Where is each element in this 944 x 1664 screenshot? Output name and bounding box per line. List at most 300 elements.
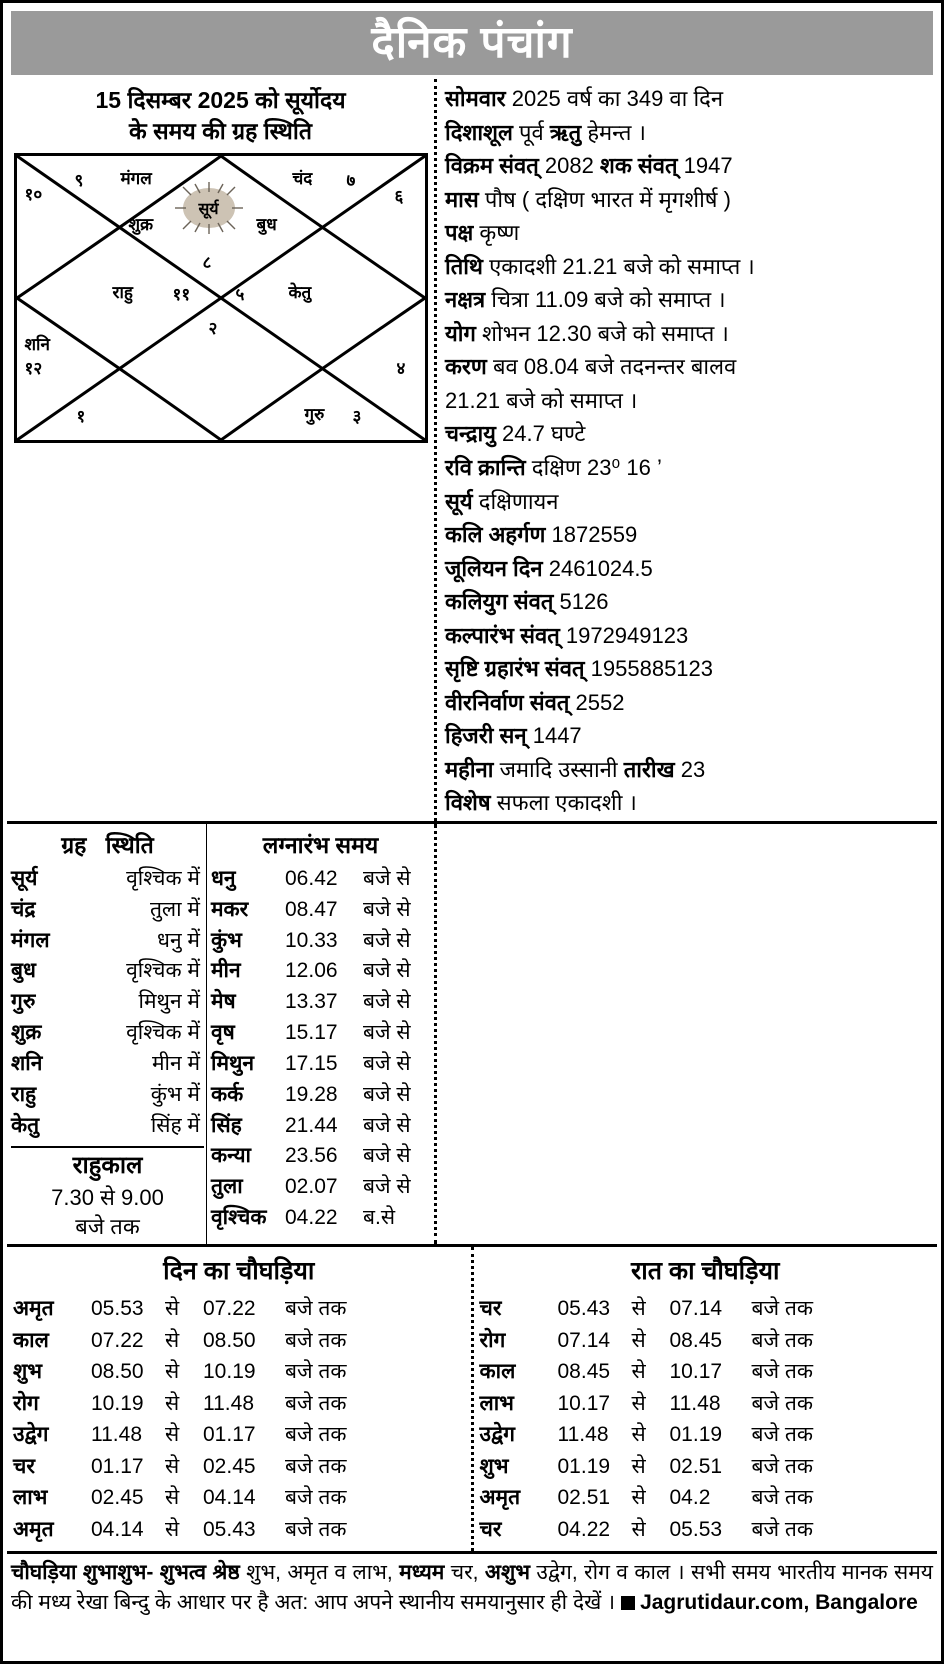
chaughadiya-from: 01.17 [91,1454,144,1478]
table-row [13,1388,465,1420]
panchang-line-text2: 23 [674,756,706,782]
panchang-line [445,150,931,183]
panchang-line [445,117,931,150]
panchang-line-label: हिजरी सन् [445,723,527,749]
chaughadiya-to: 07.22 [203,1297,256,1321]
planet-position: धनु में [157,928,200,952]
table-row [480,1388,932,1420]
kundali-chart [14,153,428,443]
table-row [11,926,204,956]
chaughadiya-to: 11.48 [203,1391,254,1415]
panchang-line-label: पक्ष [445,220,474,246]
panchang-line [445,486,931,519]
lagna-name: वृष [211,1021,235,1045]
chaughadiya-from: 07.14 [557,1328,611,1352]
chaughadiya-tak: बजे तक [751,1328,814,1352]
planet-name: मंगल [11,928,50,952]
panchang-line-text: दक्षिण 23⁰ 16 ’ [531,455,662,481]
panchang-line [445,351,931,384]
kundali-house-11: ११ [172,285,191,305]
chaughadiya-name: शुभ [479,1454,509,1478]
panchang-line-label: विक्रम संवत् [445,153,539,179]
panchang-line-text: 1955885123 [584,656,714,682]
table-row [11,1080,204,1110]
table-row [211,895,430,925]
chaughadiya-se: से [165,1517,180,1541]
table-row [480,1451,932,1483]
panchang-line [445,553,931,586]
page-title: दैनिक पंचांग [371,18,573,67]
middle-section [7,824,937,1247]
chaughadiya-name: अमृत [479,1486,521,1510]
chaughadiya-se: से [631,1454,646,1478]
chaughadiya-se: से [165,1297,180,1321]
table-row [11,864,204,894]
chaughadiya-se: से [165,1328,180,1352]
table-row [11,1018,204,1048]
chaughadiya-to: 04.2 [669,1486,711,1510]
chaughadiya-name: लाभ [479,1391,514,1415]
chaughadiya-tak: बजे तक [285,1454,347,1478]
chaughadiya-from: 10.19 [91,1391,144,1415]
panchang-line-text: 1872559 [551,522,638,548]
lagna-time: 10.33 [285,928,338,952]
sun-icon [175,182,243,234]
table-row [13,1356,465,1388]
chaughadiya-name: रोग [479,1328,506,1352]
panchang-column [437,79,937,821]
panchang-line-text: 1447 [526,723,582,749]
panchang-line-label: महीना [445,756,494,782]
planet-position: वृश्चिक में [126,1021,200,1045]
chaughadiya-to: 07.14 [669,1297,723,1321]
table-row [11,1049,204,1079]
chaughadiya-tak: बजे तक [285,1360,347,1384]
chaughadiya-tak: बजे तक [285,1391,347,1415]
table-row [211,926,430,956]
lagna-table-header: लग्नारंभ समय [262,832,379,859]
kundali-planet-rahu: राहु [112,283,133,303]
brand-square-icon [621,1596,635,1610]
panchang-line [445,787,931,820]
table-row [11,956,204,986]
kundali-planet-ketu: केतु [288,283,312,303]
planet-position: वृश्चिक में [126,959,200,983]
chaughadiya-name: अमृत [13,1517,54,1541]
lagna-time: 15.17 [285,1021,338,1045]
chaughadiya-tak: बजे तक [751,1297,814,1321]
planet-position: मिथुन में [138,990,200,1014]
table-row [211,1203,430,1233]
chaughadiya-tak: बजे तक [751,1423,814,1447]
kundali-planet-chandra: चंद [292,169,313,189]
kundali-house-3: ३ [352,407,362,427]
panchang-line-text: शोभन 12.30 बजे को समाप्त । [481,320,729,346]
panchang-line-text: 24.7 घण्टे [502,421,586,447]
kundali-house-7: ७ [346,171,356,191]
chaughadiya-se: से [165,1360,180,1384]
panchang-line [445,620,931,653]
panchang-line-text: पौष ( दक्षिण भारत में मृगशीर्ष ) [484,186,731,212]
planet-name: केतु [11,1113,40,1137]
table-row [211,987,430,1017]
chaughadiya-tak: बजे तक [285,1328,347,1352]
chaughadiya-to: 10.17 [669,1360,723,1384]
panchang-line [445,318,931,351]
table-row [211,1049,430,1079]
planet-position: कुंभ में [150,1082,200,1106]
planet-name: शनि [11,1051,43,1075]
chaughadiya-to: 02.45 [203,1454,256,1478]
lagna-time: 21.44 [285,1113,338,1137]
lagna-name: धनु [211,867,236,891]
lagna-suffix: बजे से [363,1051,411,1075]
table-row [211,1018,430,1048]
panchang-line-label: कलि अहर्गण [445,522,546,548]
table-row [11,987,204,1017]
kundali-house-1: १ [76,407,86,427]
planet-name: राहु [11,1082,37,1106]
panchang-line-text: पूर्व [519,119,550,145]
panchang-line-label: सोमवार [445,86,506,111]
kundali-planet-shukra: शुक्र [128,215,154,235]
chaughadiya-to: 05.53 [669,1517,723,1541]
footer-part3: मध्यम [399,1561,445,1585]
lagna-suffix: बजे से [363,1082,411,1106]
lagna-time: 23.56 [285,1144,338,1168]
kundali-planet-shani: शनि [24,335,50,355]
chaughadiya-name: काल [13,1328,49,1352]
chaughadiya-tak: बजे तक [751,1517,814,1541]
kundali-planet-mangal: मंगल [120,169,152,189]
planet-name: चंद्र [11,897,36,921]
chaughadiya-name: चर [479,1517,502,1541]
lagna-name: मेष [211,990,236,1014]
table-row [211,1080,430,1110]
panchang-line [445,284,931,317]
panchang-line-text: 2461024.5 [548,555,653,581]
chaughadiya-tak: बजे तक [751,1486,814,1510]
chaughadiya-se: से [165,1391,180,1415]
kundali-house-4: ४ [396,359,406,379]
chaughadiya-tak: बजे तक [285,1423,347,1447]
planet-position: वृश्चिक में [126,867,200,891]
chaughadiya-tak: बजे तक [285,1486,347,1510]
panchang-line [445,720,931,753]
chaughadiya-se: से [165,1423,180,1447]
panchang-line-text: 1972949123 [559,622,689,648]
chaughadiya-from: 04.14 [91,1517,144,1541]
chaughadiya-from: 10.17 [557,1391,611,1415]
panchang-line-text: एकादशी 21.21 बजे को समाप्त । [489,253,755,279]
kundali-column [7,79,437,821]
chaughadiya-to: 01.19 [669,1423,723,1447]
lagna-name: मिथुन [211,1051,255,1075]
chaughadiya-se: से [631,1517,646,1541]
table-row [480,1482,932,1514]
kundali-house-6: ६ [394,187,404,207]
planet-position: सिंह में [150,1113,200,1137]
panchang-line-label2: शक संवत् [599,153,678,179]
chaughadiya-name: अमृत [13,1297,54,1321]
chaughadiya-from: 02.51 [557,1486,611,1510]
table-row [13,1482,465,1514]
planet-name: गुरु [11,990,36,1014]
panchang-line-text: 21.21 बजे को समाप्त । [445,387,638,413]
chaughadiya-se: से [165,1454,180,1478]
chaughadiya-from: 05.43 [557,1297,611,1321]
panchang-line [445,452,931,485]
lagna-time: 06.42 [285,867,338,891]
panchang-line-label: करण [445,354,487,380]
lagna-name: सिंह [211,1113,242,1137]
brand-name[interactable]: Jagrutidaur.com, Bangalore [640,1590,918,1614]
day-chaughadiya [7,1247,474,1551]
chaughadiya-from: 04.22 [557,1517,611,1541]
lagna-suffix: बजे से [363,928,411,952]
table-row [211,1111,430,1141]
chaughadiya-name: रोग [13,1391,39,1415]
chaughadiya-to: 08.45 [669,1328,723,1352]
chaughadiya-to: 08.50 [203,1328,256,1352]
panchang-line-text: जमादि उस्सानी [499,756,624,782]
chaughadiya-to: 04.14 [203,1486,256,1510]
chaughadiya-se: से [631,1328,646,1352]
panchang-line [445,184,931,217]
chaughadiya-se: से [631,1391,646,1415]
chaughadiya-tak: बजे तक [285,1297,347,1321]
sunrise-heading [11,85,430,147]
day-chaughadiya-title: दिन का चौघड़िया [163,1257,315,1286]
panchang-line-text: 2025 वर्ष का 349 वा दिन [511,86,724,111]
chaughadiya-from: 11.48 [557,1423,609,1447]
planet-position: तुला में [149,897,200,921]
chaughadiya-se: से [631,1360,646,1384]
planet-position: मीन में [151,1051,200,1075]
chaughadiya-from: 02.45 [91,1486,144,1510]
lagna-suffix: बजे से [363,990,411,1014]
panchang-line-label2: ऋतु [549,119,582,145]
panchang-line-text: सफला एकादशी । [496,790,637,816]
footer-part6: उद्वेग, रोग व काल । सभी समय भारतीय मानक समय की मध्य रेखा बिन्दु के आधार पर है अत: आप अपने स्थानीय समयानुसार ही देखें । [11,1561,933,1614]
panchang-line-text2: हेमन्त । [581,119,646,145]
chaughadiya-name: लाभ [13,1486,48,1510]
lagna-name: कर्क [211,1082,244,1106]
footer-part5: अशुभ [484,1561,531,1585]
lagna-suffix: ब.से [363,1205,396,1229]
panchang-line-label: सूर्य [445,488,473,514]
footer-part1: चौघड़िया शुभाशुभ- शुभत्व श्रेष्ठ [11,1561,240,1585]
chaughadiya-section [7,1247,937,1554]
panchang-line-label: मास [445,186,479,212]
chaughadiya-name: चर [13,1454,35,1478]
sunrise-heading-line2: के समय की ग्रह स्थिति [129,118,312,145]
panchang-line-label: नक्षत्र [445,287,486,313]
panchang-line-label: विशेष [445,790,491,816]
lagna-name: वृश्चिक [211,1205,267,1229]
page-title-bar [11,11,933,75]
rahukal-time: 7.30 से 9.00 [51,1184,164,1210]
panchang-line-label: योग [445,320,476,346]
panchang-line-label: सृष्टि ग्रहारंभ संवत् [445,656,585,682]
planet-table-header-sthiti: स्थिति [105,832,154,859]
table-row [480,1356,932,1388]
lagna-suffix: बजे से [363,1144,411,1168]
kundali-house-5: ५ [235,285,245,305]
footer-part2: शुभ, अमृत व लाभ, [239,1561,400,1585]
chaughadiya-tak: बजे तक [285,1517,347,1541]
panchang-line-label: जूलियन दिन [445,555,543,581]
panchang-line-text: दक्षिणायन [478,488,559,514]
chaughadiya-se: से [165,1486,180,1510]
lagna-time: 12.06 [285,959,338,983]
chaughadiya-to: 02.51 [669,1454,723,1478]
chaughadiya-to: 01.17 [203,1423,256,1447]
chaughadiya-name: काल [479,1360,516,1384]
planet-name: शुक्र [11,1021,42,1045]
top-section [7,79,937,824]
rahukal-suffix: बजे तक [75,1214,140,1240]
kundali-house-9: ९ [74,171,84,191]
kundali-planet-budh: बुध [256,215,277,235]
chaughadiya-from: 05.53 [91,1297,144,1321]
chaughadiya-tak: बजे तक [751,1454,814,1478]
table-row [211,1141,430,1171]
panchang-line-text: 5126 [553,589,609,615]
sunrise-heading-line1: 15 दिसम्बर 2025 को सूर्योदय [95,87,346,113]
chaughadiya-from: 08.45 [557,1360,611,1384]
table-row [211,864,430,894]
kundali-planet-guru: गुरु [304,405,325,425]
lagna-suffix: बजे से [363,897,411,921]
chaughadiya-to: 11.48 [669,1391,721,1415]
chaughadiya-from: 01.19 [557,1454,611,1478]
table-row [11,895,204,925]
lagna-time: 19.28 [285,1082,338,1106]
lagna-suffix: बजे से [363,1113,411,1137]
chaughadiya-se: से [631,1486,646,1510]
lagna-time: 08.47 [285,897,338,921]
chaughadiya-name: चर [479,1297,502,1321]
chaughadiya-tak: बजे तक [751,1391,814,1415]
rahukal-block [11,1146,204,1242]
panchang-line [445,653,931,686]
planet-position-table [7,824,207,1244]
chaughadiya-from: 11.48 [91,1423,142,1447]
panchang-line-text: चित्रा 11.09 बजे को समाप्त । [491,287,726,313]
panchang-line-text: कृष्ण [479,220,520,246]
rahukal-title: राहुकाल [72,1152,143,1180]
panchang-line-label: दिशाशूल [445,119,513,145]
panchang-line-text: 2082 [538,153,600,179]
lagna-suffix: बजे से [363,1175,411,1199]
table-row [13,1293,465,1325]
panchang-line [445,754,931,787]
footer-note [11,1558,933,1618]
table-row [480,1514,932,1546]
table-row [13,1451,465,1483]
table-row [480,1419,932,1451]
lagna-name: तुला [211,1175,243,1199]
planet-name: सूर्य [11,867,38,891]
panchang-line [445,418,931,451]
table-row [13,1514,465,1546]
panchang-line [445,217,931,250]
sun-label: सूर्य [183,188,235,228]
table-row [480,1293,932,1325]
table-row [13,1419,465,1451]
table-row [211,956,430,986]
panchang-line-label: रवि क्रान्ति [445,455,526,481]
kundali-house-2: २ [208,319,218,339]
night-chaughadiya [474,1247,938,1551]
lagna-time: 13.37 [285,990,338,1014]
chaughadiya-name: शुभ [13,1360,43,1384]
panchang-line-text: बव 08.04 बजे तदनन्तर बालव [492,354,737,380]
kundali-house-8: ८ [202,253,212,273]
panchang-line [445,519,931,552]
lagna-time: 17.15 [285,1051,338,1075]
chaughadiya-se: से [631,1297,646,1321]
panchang-line [445,385,931,418]
panchang-continued-column [437,824,937,1244]
panchang-line-label: चन्द्रायु [445,421,496,447]
table-row [480,1325,932,1357]
panchang-line-label: वीरनिर्वाण संवत् [445,689,570,715]
panchang-line-label: तिथि [445,253,483,279]
panchang-line [445,687,931,720]
lagna-time: 02.07 [285,1175,338,1199]
panchang-line [445,826,933,859]
footer-part4: चर, [444,1561,485,1585]
chaughadiya-to: 05.43 [203,1517,256,1541]
chaughadiya-se: से [631,1423,646,1447]
panchang-line-label: कलियुग संवत् [445,589,554,615]
kundali-house-12: १२ [24,359,43,379]
table-row [11,1111,204,1141]
panchang-line [445,83,931,116]
chaughadiya-tak: बजे तक [751,1360,814,1384]
lagna-table [207,824,437,1244]
lagna-name: मीन [211,959,241,983]
lagna-time: 04.22 [285,1205,338,1229]
panchang-line [445,586,931,619]
night-chaughadiya-title: रात का चौघड़िया [631,1257,780,1286]
panchang-line-text2: 1947 [677,153,733,179]
table-row [211,1172,430,1202]
table-row [13,1325,465,1357]
planet-name: बुध [11,959,36,983]
lagna-name: मकर [211,897,249,921]
lagna-suffix: बजे से [363,1021,411,1045]
lagna-name: कन्या [211,1144,251,1168]
panchang-line-text: 2552 [569,689,625,715]
planet-table-header [11,828,204,860]
chaughadiya-name: उद्वेग [13,1423,49,1447]
chaughadiya-name: उद्वेग [479,1423,515,1447]
planet-table-header-graha: ग्रह [61,832,87,859]
lagna-suffix: बजे से [363,959,411,983]
lagna-name: कुंभ [211,928,242,952]
chaughadiya-from: 07.22 [91,1328,144,1352]
chaughadiya-to: 10.19 [203,1360,256,1384]
panchang-line-label: कल्पारंभ संवत् [445,622,560,648]
chaughadiya-from: 08.50 [91,1360,144,1384]
panchang-line-label2: तारीख [623,756,675,782]
panchang-line [445,251,931,284]
kundali-house-10: १० [24,185,43,205]
lagna-suffix: बजे से [363,867,411,891]
